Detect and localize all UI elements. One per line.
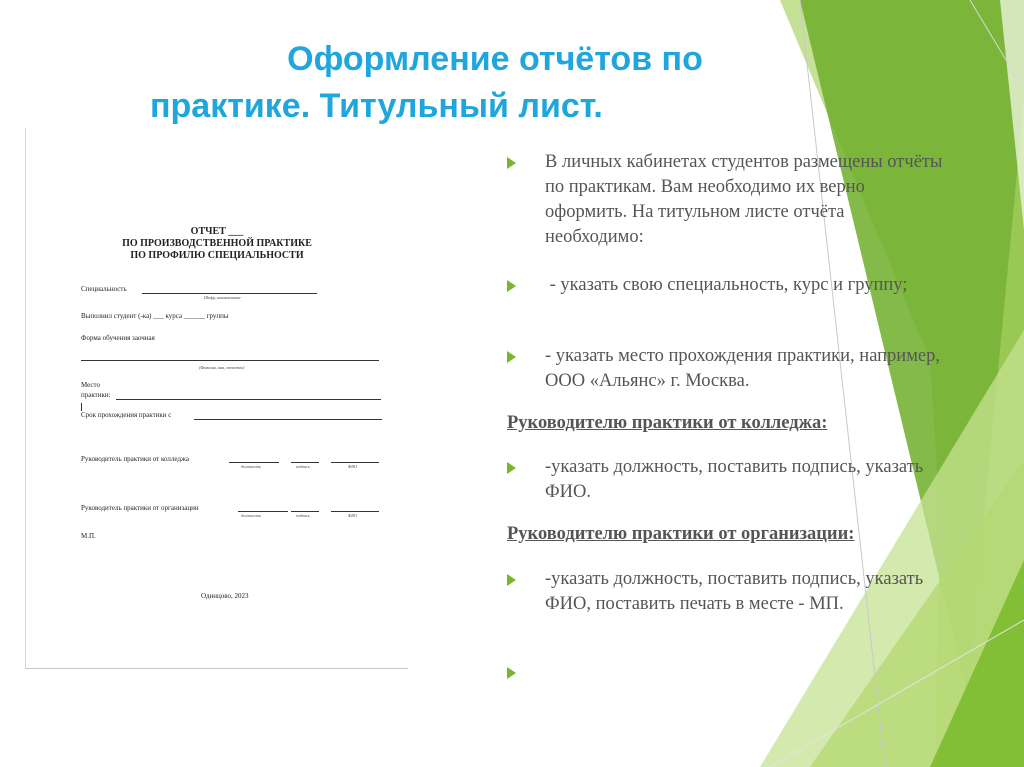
slide-title (150, 36, 770, 130)
doc-place-label-2: практики: (81, 391, 111, 399)
doc-hint-fio: ФИО (348, 513, 357, 518)
bullet-arrow-icon (507, 667, 516, 679)
doc-name-hint: (Фамилия, имя, отчество) (199, 365, 245, 370)
doc-stamp: М.П. (81, 532, 96, 540)
doc-hint-signature: подпись (296, 464, 310, 469)
bullet-arrow-icon (507, 462, 516, 474)
doc-student-line: Выполнил студент (-ка) ___ курса ______ группы (81, 312, 229, 320)
bullet-arrow-icon (507, 157, 516, 169)
doc-hint-signature: подпись (296, 513, 310, 518)
doc-line (238, 511, 288, 512)
bullet-arrow-icon (507, 351, 516, 363)
doc-heading-3: ПО ПРОФИЛЮ СПЕЦИАЛЬНОСТИ (130, 250, 304, 261)
list-item-text: -указать должность, поставить подпись, указать ФИО, поставить печать в месте - МП. (545, 569, 924, 614)
doc-period-label: Срок прохождения практики с (81, 411, 172, 419)
heading-college: Руководителю практики от колледжа: (507, 413, 828, 433)
doc-heading-2: ПО ПРОИЗВОДСТВЕННОЙ ПРАКТИКЕ (122, 238, 312, 249)
title-page-sample (25, 128, 408, 669)
title-line-2: практике. Титульный лист. (150, 87, 603, 125)
doc-line (291, 462, 319, 463)
doc-line (291, 511, 319, 512)
bullet-arrow-icon (507, 574, 516, 586)
doc-line (331, 462, 379, 463)
list-item (507, 567, 947, 617)
doc-line (116, 399, 381, 400)
list-item-text: - указать свою специальность, курс и группу; (545, 275, 908, 295)
title-line-1: Оформление отчётов по (287, 40, 703, 78)
bullet-arrow-icon (507, 280, 516, 292)
doc-place-label-1: Место (81, 381, 100, 389)
doc-specialty-hint: Шифр, наименование (204, 295, 241, 300)
list-item-text: В личных кабинетах студентов размещены отчёты по практикам. Вам необходимо их верно оформить. На титульном листе отчёта необходимо: (545, 152, 943, 247)
heading-organization: Руководителю практики от организации: (507, 524, 855, 544)
list-item (507, 344, 947, 394)
list-item (507, 273, 947, 298)
list-item-text: -указать должность, поставить подпись, указать ФИО. (545, 457, 924, 502)
doc-cursor (81, 403, 82, 411)
doc-hint-fio: ФИО (348, 464, 357, 469)
doc-specialty-label: Специальность (81, 285, 127, 293)
doc-study-form: Форма обучения заочная (81, 334, 155, 342)
doc-heading-1: ОТЧЕТ ___ (190, 226, 244, 237)
list-item-text: - указать место прохождения практики, например, ООО «Альянс» г. Москва. (545, 346, 941, 391)
list-item (507, 455, 947, 505)
doc-org-supervisor: Руководитель практики от организации (81, 504, 199, 512)
doc-city-year: Одинцово, 2023 (201, 592, 249, 600)
list-item (507, 150, 947, 250)
doc-line (194, 419, 382, 420)
doc-line (331, 511, 379, 512)
doc-line (229, 462, 279, 463)
doc-college-supervisor: Руководитель практики от колледжа (81, 455, 189, 463)
doc-hint-position: должность (241, 464, 261, 469)
doc-line (142, 293, 317, 294)
doc-line (81, 360, 379, 361)
doc-hint-position: должность (241, 513, 261, 518)
